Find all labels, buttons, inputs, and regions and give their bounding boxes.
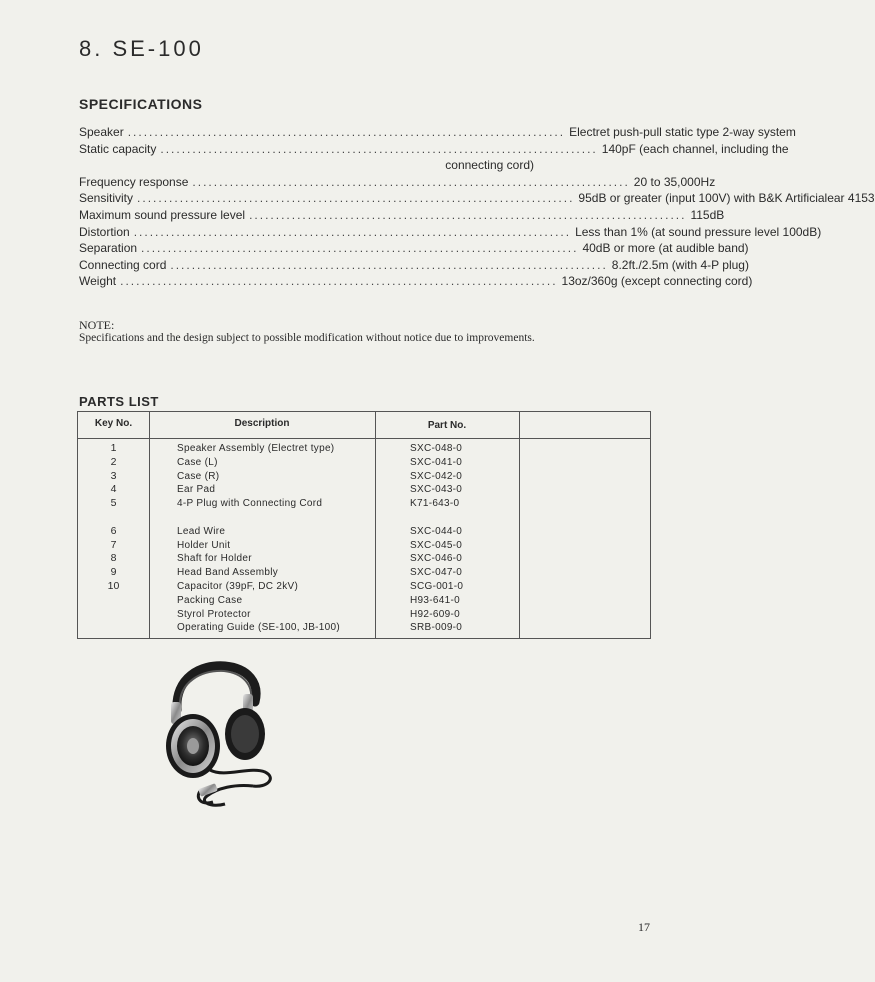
table-cell-description: Operating Guide (SE-100, JB-100)	[177, 622, 341, 634]
table-cell-key: 3	[110, 469, 117, 482]
table-cell-key: 6	[110, 524, 117, 537]
parts-list-heading: PARTS LIST	[79, 394, 159, 409]
spec-label: Separation	[79, 241, 138, 256]
table-cell-key: 7	[110, 538, 117, 551]
note-title: NOTE:	[79, 318, 115, 332]
spec-value: 140pF (each channel, including the	[601, 141, 789, 156]
table-cell-description: Lead Wire	[177, 525, 226, 537]
part-no-column	[410, 442, 463, 635]
table-cell-key: 4	[110, 483, 117, 496]
table-cell-description: Case (L)	[177, 456, 218, 468]
table-cell-key: 9	[110, 566, 117, 579]
spec-row-speaker	[79, 124, 796, 141]
table-cell-key: 2	[110, 455, 117, 468]
spec-label: Connecting cord	[79, 257, 167, 272]
header-description: Description	[234, 418, 290, 429]
key-column	[78, 442, 149, 594]
table-cell-part-no: SXC-046-0	[410, 553, 463, 565]
column-divider	[149, 412, 150, 638]
spec-value: 8.2ft./2.5m (with 4-P plug)	[611, 257, 749, 272]
table-cell-description: 4-P Plug with Connecting Cord	[177, 498, 323, 510]
header-part-no: Part No.	[427, 420, 467, 431]
spec-label: Frequency response	[79, 174, 189, 189]
spec-value-continuation: connecting cord)	[445, 158, 534, 173]
leader-dots: ..................................................................................	[170, 257, 608, 272]
description-column	[177, 442, 340, 635]
table-cell-key: 8	[110, 552, 117, 565]
table-cell-part-no: SXC-043-0	[410, 484, 463, 496]
table-cell-key: 10	[107, 579, 120, 592]
spec-row-frequency-response	[79, 174, 716, 191]
spec-row-max-spl	[79, 207, 725, 224]
table-cell-part-no: SCG-001-0	[410, 580, 464, 592]
spec-value: Less than 1% (at sound pressure level 100dB)	[575, 224, 822, 239]
table-cell-description: Ear Pad	[177, 484, 216, 496]
leader-dots: ..................................................................................	[133, 224, 572, 239]
spec-value: Electret push-pull static type 2-way system	[569, 125, 796, 139]
spec-value: 40dB or more (at audible band)	[582, 241, 749, 256]
table-cell-description: Case (R)	[177, 470, 220, 482]
spec-label: Speaker	[79, 125, 124, 139]
spec-row-static-capacity	[79, 141, 789, 158]
table-cell-description: Holder Unit	[177, 539, 231, 551]
spec-value: 13oz/360g (except connecting cord)	[561, 274, 753, 289]
spec-value: 95dB or greater (input 100V) with B&K Artificialear 4153	[578, 191, 875, 206]
table-cell-part-no: SXC-044-0	[410, 525, 463, 537]
table-cell-part-no: SXC-041-0	[410, 456, 463, 468]
table-cell-description: Head Band Assembly	[177, 567, 279, 579]
headphones-photo	[155, 660, 280, 810]
header-divider	[78, 438, 650, 439]
leader-dots: ..................................................................................	[192, 174, 630, 189]
row-gap	[78, 511, 149, 525]
table-cell-description: Packing Case	[177, 594, 243, 606]
note-text: Specifications and the design subject to possible modification without notice due to improvements.	[79, 332, 535, 344]
table-cell-part-no: SXC-045-0	[410, 539, 463, 551]
specifications-heading: SPECIFICATIONS	[79, 96, 203, 112]
parts-table	[77, 411, 651, 639]
spec-row-sensitivity	[79, 190, 875, 207]
specifications-list	[79, 124, 875, 290]
leader-dots: ..................................................................................	[127, 125, 566, 139]
spec-row-separation	[79, 240, 749, 257]
table-cell-key: 5	[110, 497, 117, 510]
table-cell-key: 1	[110, 442, 117, 454]
table-cell-part-no: K71-643-0	[410, 498, 460, 510]
leader-dots: ..................................................................................	[120, 274, 558, 289]
table-cell-description: Styrol Protector	[177, 608, 251, 620]
leader-dots: ..................................................................................	[137, 191, 575, 206]
column-divider	[375, 412, 376, 638]
spec-label: Sensitivity	[79, 191, 134, 206]
spec-value: 20 to 35,000Hz	[633, 174, 716, 189]
table-cell-part-no: H92-609-0	[410, 608, 460, 620]
spec-row-weight	[79, 273, 753, 290]
table-cell-part-no: SXC-047-0	[410, 567, 463, 579]
table-cell-description: Speaker Assembly (Electret type)	[177, 443, 335, 454]
section-title: 8. SE-100	[79, 36, 204, 61]
table-cell-part-no: H93-641-0	[410, 594, 460, 606]
table-cell-part-no: SRB-009-0	[410, 622, 463, 634]
spec-row-distortion	[79, 224, 822, 241]
spec-value: 115dB	[690, 207, 725, 222]
table-cell-description: Shaft for Holder	[177, 553, 252, 565]
spec-label: Maximum sound pressure level	[79, 207, 246, 222]
spec-label: Distortion	[79, 224, 130, 239]
row-gap	[410, 511, 463, 525]
table-cell-description: Capacitor (39pF, DC 2kV)	[177, 580, 299, 592]
leader-dots: ..................................................................................	[141, 241, 579, 256]
page-number: 17	[638, 920, 650, 934]
table-cell-part-no: SXC-048-0	[410, 443, 463, 454]
leader-dots: ..................................................................................	[160, 141, 598, 156]
row-gap	[177, 511, 340, 525]
spec-label: Weight	[79, 274, 117, 289]
header-key-no: Key No.	[94, 418, 133, 429]
spec-label: Static capacity	[79, 141, 157, 156]
spec-row-connecting-cord	[79, 257, 749, 274]
column-divider	[519, 412, 520, 638]
leader-dots: ..................................................................................	[249, 207, 687, 222]
table-cell-part-no: SXC-042-0	[410, 470, 463, 482]
